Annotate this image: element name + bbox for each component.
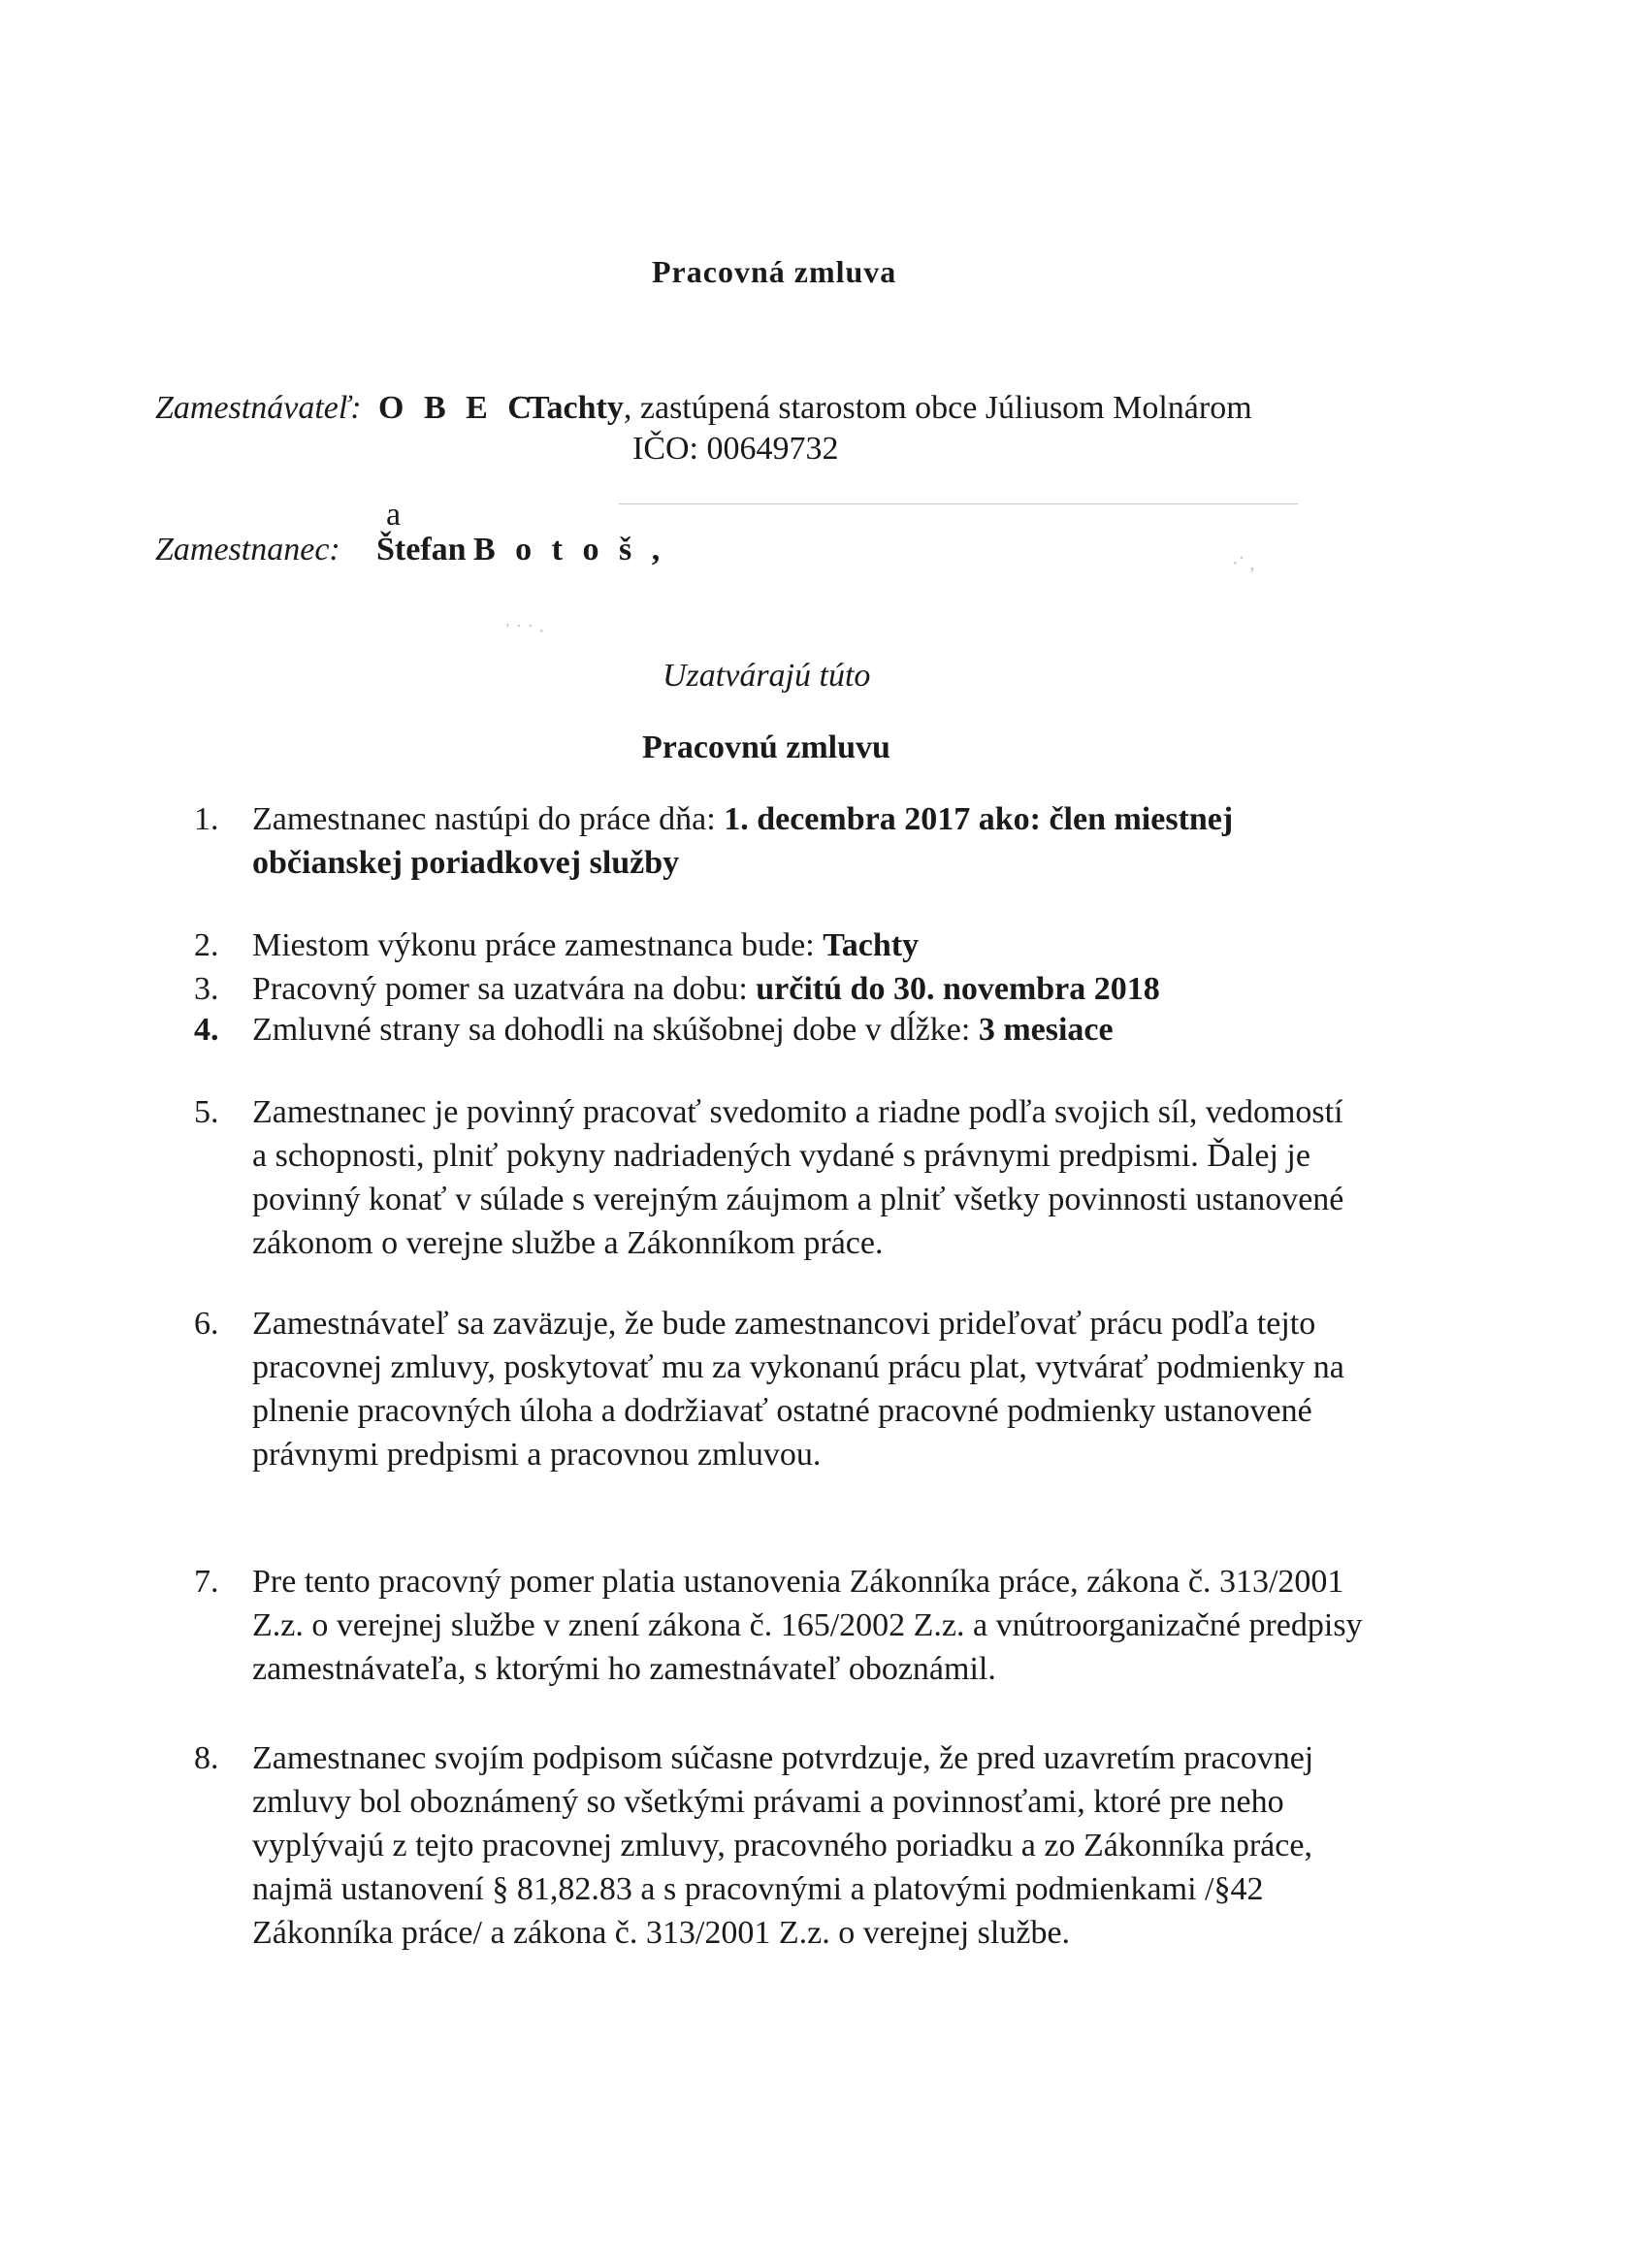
item-line: právnymi predpismi a pracovnou zmluvou.: [252, 1437, 822, 1473]
employer-place: Tachty: [528, 390, 624, 426]
item-bold-text: 3 mesiace: [978, 1012, 1114, 1048]
item-line: pracovnej zmluvy, poskytovať mu za vykonanú prácu plat, vytvárať podmienky na: [252, 1349, 1344, 1385]
employee-last-name: B o t o š ,: [473, 532, 666, 567]
scan-speck: ·˙ ,: [1232, 553, 1255, 574]
intro-text: Uzatvárajú túto: [663, 658, 871, 694]
item-bold-text: občianskej poriadkovej služby: [252, 845, 680, 881]
item-line: vyplývajú z tejto pracovnej zmluvy, pracovného poriadku a zo Zákonníka práce,: [252, 1828, 1312, 1863]
employee-first-name: Štefan: [376, 532, 467, 567]
item-line: zamestnávateľa, s ktorými ho zamestnávateľ oboznámil.: [252, 1651, 996, 1687]
item-line: a schopnosti, plniť pokyny nadriadených vydané s právnymi predpismi. Ďalej je: [252, 1138, 1310, 1174]
item-line: zákonom o verejne službe a Zákonníkom práce.: [252, 1225, 884, 1261]
item-line: Zamestnanec je povinný pracovať svedomito a riadne podľa svojich síl, vedomostí: [252, 1094, 1343, 1130]
item-text: Pracovný pomer sa uzatvára na dobu:: [252, 971, 757, 1007]
item-text: Zmluvné strany sa dohodli na skúšobnej dobe v dĺžke:: [252, 1012, 979, 1048]
item-number: 4.: [194, 1012, 219, 1048]
employer-representative: , zastúpená starostom obce Júliusom Molnárom: [623, 390, 1252, 426]
item-number: 6.: [194, 1306, 219, 1342]
document-title: Pracovná zmluva: [652, 254, 897, 289]
item-number: 8.: [194, 1740, 219, 1776]
employer-name: O B E C: [378, 390, 537, 426]
item-bold-text: Tachty: [823, 927, 920, 963]
item-line: najmä ustanovení § 81,82.83 a s pracovnými a platovými podmienkami /§42: [252, 1871, 1264, 1907]
item-bold-text: 1. decembra 2017 ako: člen miestnej: [724, 801, 1234, 837]
item-line: Z.z. o verejnej službe v znení zákona č. 165/2002 Z.z. a vnútroorganizačné predpisy: [252, 1607, 1363, 1643]
item-line: Zamestnanec svojím podpisom súčasne potvrdzuje, že pred uzavretím pracovnej: [252, 1740, 1314, 1776]
employer-details: [528, 390, 1252, 426]
item-number: 3.: [194, 971, 219, 1007]
employee-label: Zamestnanec:: [155, 532, 340, 567]
item-line: Zamestnávateľ sa zaväzuje, že bude zamestnancovi prideľovať prácu podľa tejto: [252, 1306, 1316, 1342]
item-line: zmluvy bol oboznámený so všetkými právami a povinnosťami, ktoré pre neho: [252, 1784, 1284, 1820]
conjunction: a: [386, 497, 402, 533]
item-line: Pre tento pracovný pomer platia ustanovenia Zákonníka práce, zákona č. 313/2001: [252, 1564, 1344, 1600]
item-number: 1.: [194, 801, 219, 837]
item-bold-text: určitú do 30. novembra 2018: [756, 971, 1160, 1007]
faint-rule: [619, 503, 1298, 504]
item-number: 2.: [194, 927, 219, 963]
ico-number: IČO: 00649732: [632, 431, 839, 467]
item-number: 7.: [194, 1564, 219, 1600]
item-number: 5.: [194, 1094, 219, 1130]
document-subtitle: Pracovnú zmluvu: [642, 729, 890, 765]
scan-speck: ᾿ ˙ ˙ ·: [504, 621, 545, 642]
item-text: Zamestnanec nastúpi do práce dňa:: [252, 801, 725, 837]
item-line: plnenie pracovných úloha a dodržiavať ostatné pracovné podmienky ustanovené: [252, 1393, 1312, 1429]
item-text: Miestom výkonu práce zamestnanca bude:: [252, 927, 824, 963]
employer-label: Zamestnávateľ:: [155, 390, 362, 426]
item-line: Zákonníka práce/ a zákona č. 313/2001 Z.z. o verejnej službe.: [252, 1915, 1071, 1951]
item-line: povinný konať v súlade s verejným záujmom a plniť všetky povinnosti ustanovené: [252, 1182, 1344, 1217]
